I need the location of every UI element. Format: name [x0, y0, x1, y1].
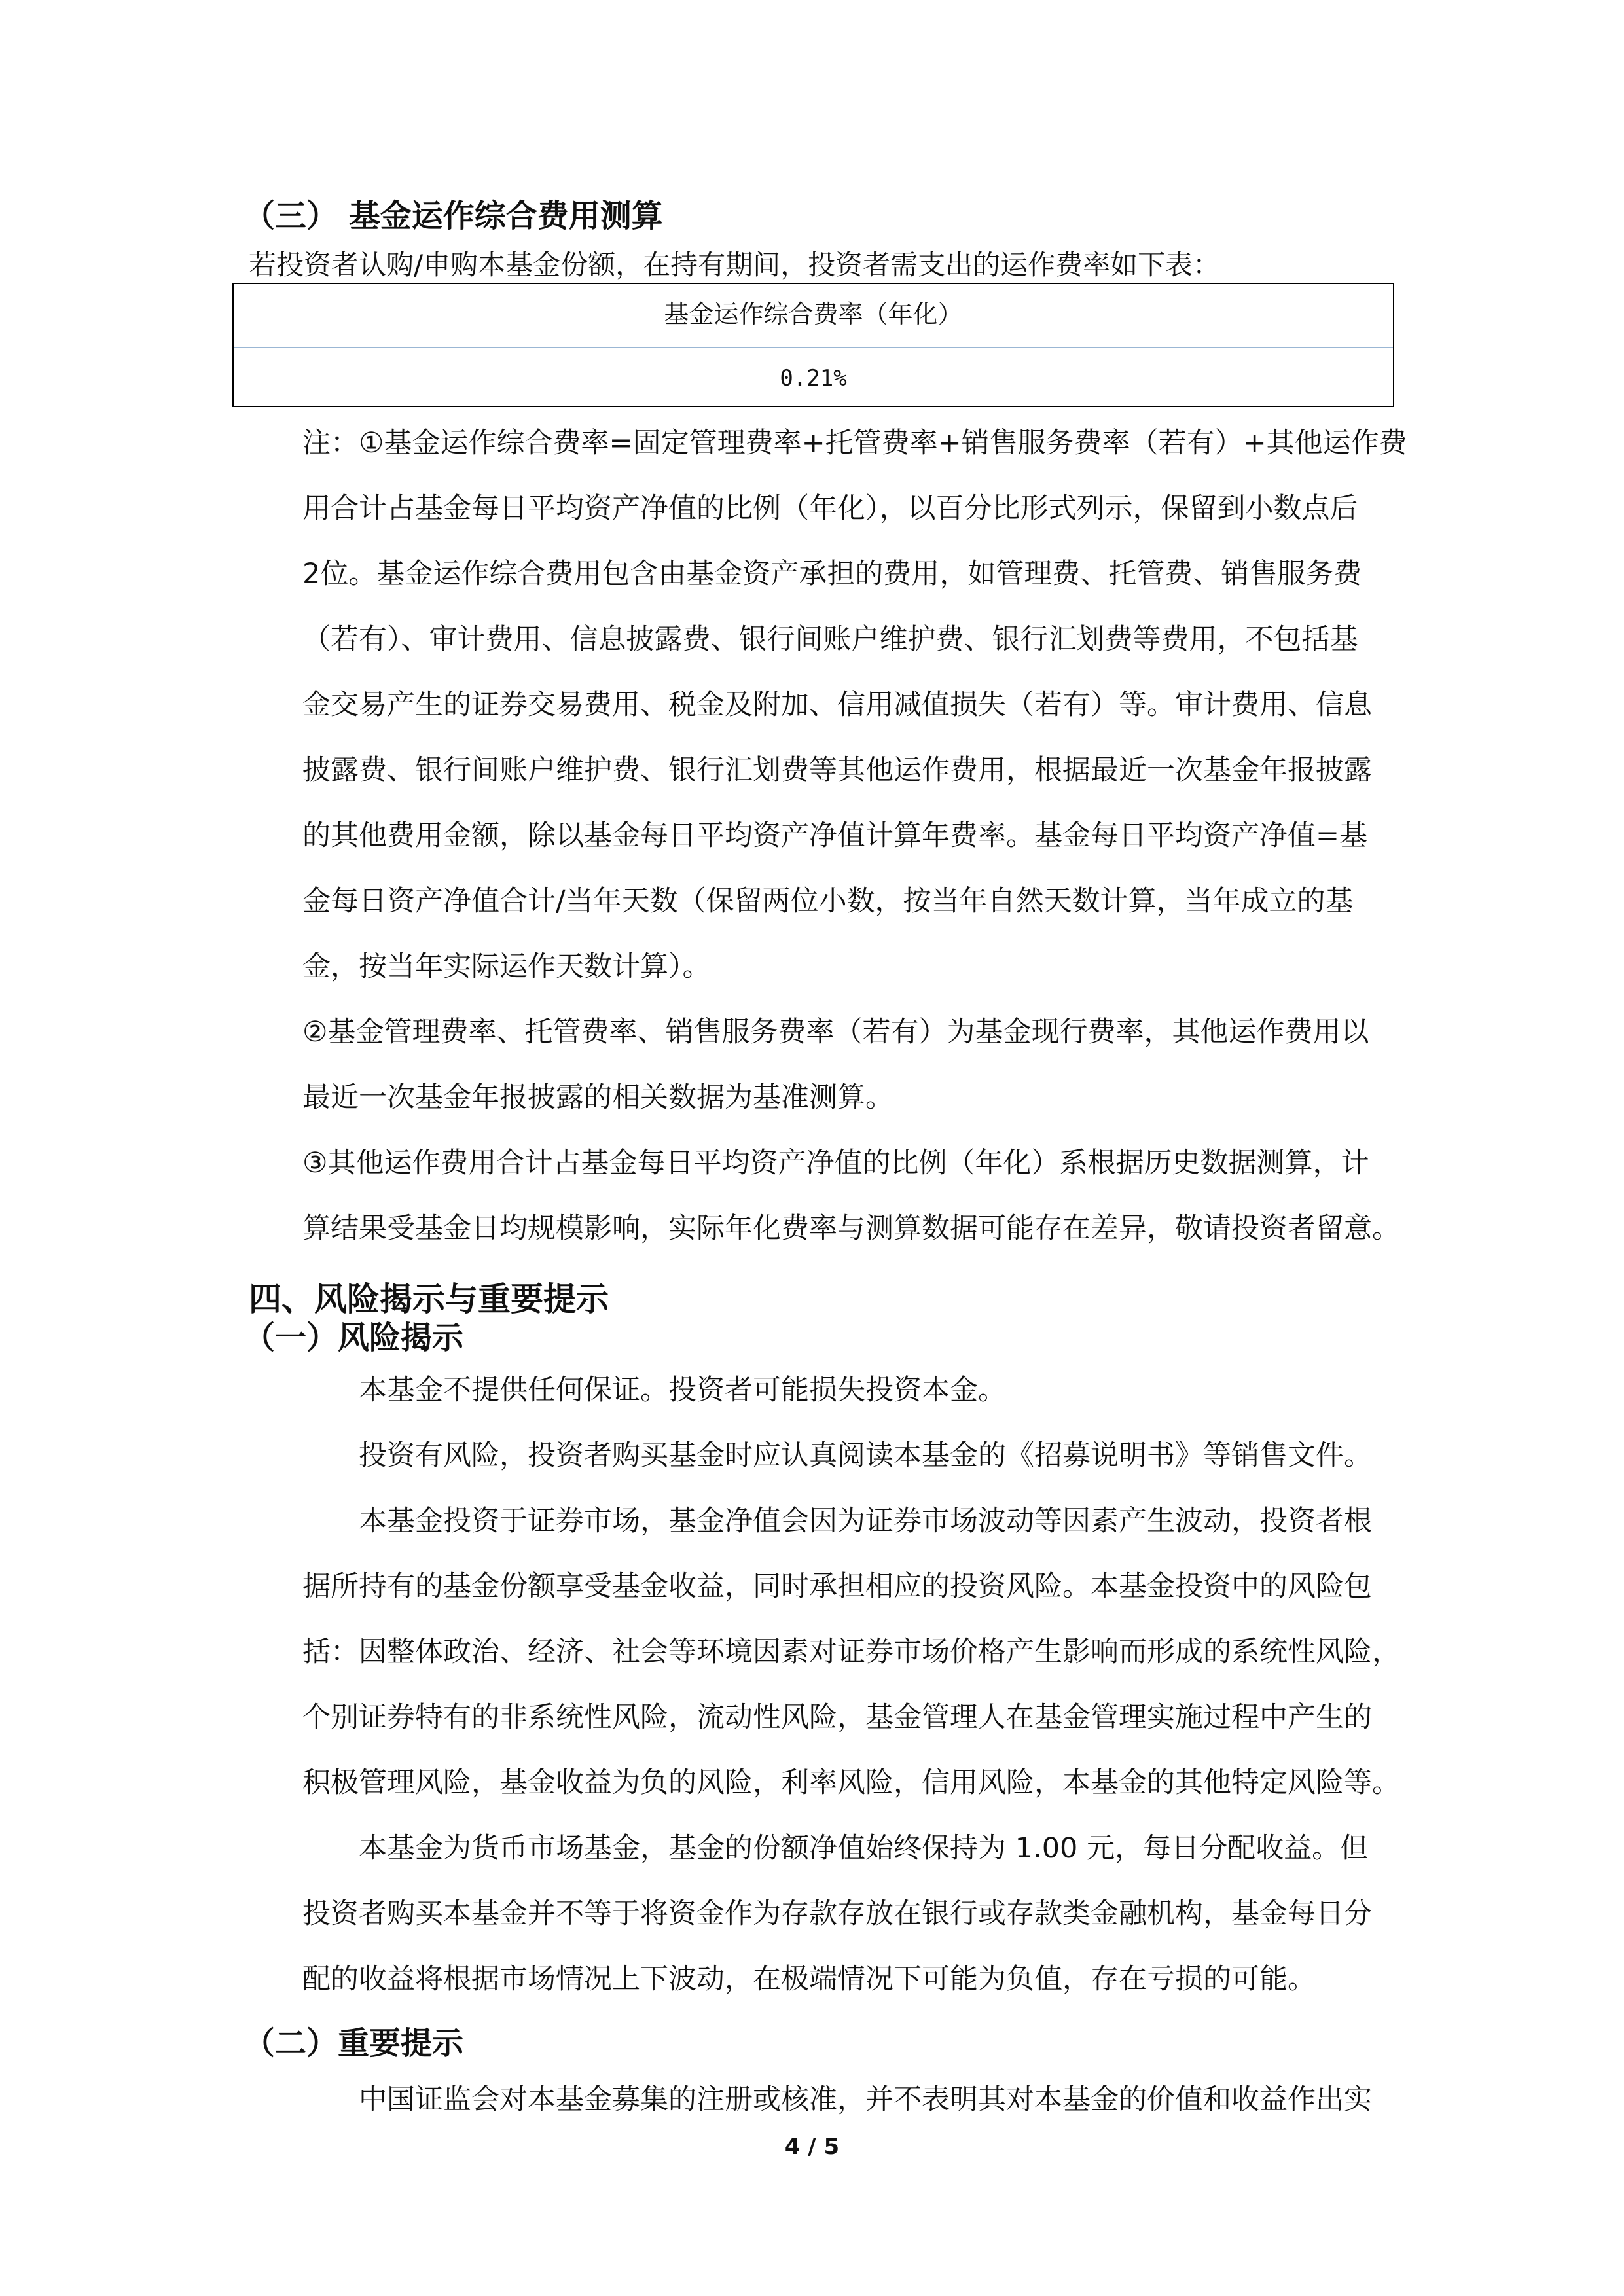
risk-paragraph-line: 本基金为货币市场基金，基金的份额净值始终保持为 1.00 元，每日分配收益。但 — [359, 1832, 1369, 1865]
note-line: ②基金管理费率、托管费率、销售服务费率（若有）为基金现行费率，其他运作费用以 — [302, 1016, 1369, 1049]
risk-paragraph-line: 个别证券特有的非系统性风险，流动性风险，基金管理人在基金管理实施过程中产生的 — [302, 1701, 1372, 1734]
note-line: 用合计占基金每日平均资产净值的比例（年化），以百分比形式列示，保留到小数点后 — [302, 492, 1358, 525]
note-line: ③其他运作费用合计占基金每日平均资产净值的比例（年化）系根据历史数据测算，计 — [302, 1147, 1369, 1179]
risk-paragraph-line: 投资者购买本基金并不等于将资金作为存款存放在银行或存款类金融机构，基金每日分 — [302, 1897, 1372, 1930]
risk-paragraph-line: 本基金投资于证券市场，基金净值会因为证券市场波动等因素产生波动，投资者根 — [359, 1505, 1372, 1537]
note-line: 披露费、银行间账户维护费、银行汇划费等其他运作费用，根据最近一次基金年报披露 — [302, 754, 1372, 787]
risk-paragraph-line: 本基金不提供任何保证。投资者可能损失投资本金。 — [359, 1374, 1006, 1407]
note-line: 注：①基金运作综合费率=固定管理费率+托管费率+销售服务费率（若有）+其他运作费 — [302, 427, 1407, 459]
note-line: 的其他费用金额，除以基金每日平均资产净值计算年费率。基金每日平均资产净值=基 — [302, 819, 1368, 852]
risk-paragraph-line: 据所持有的基金份额享受基金收益，同时承担相应的投资风险。本基金投资中的风险包 — [302, 1570, 1372, 1603]
section-3-title: （三） 基金运作综合费用测算 — [244, 198, 663, 234]
table-divider — [234, 347, 1393, 348]
note-line: 2位。基金运作综合费用包含由基金资产承担的费用，如管理费、托管费、销售服务费 — [302, 558, 1362, 590]
page-number: 4 / 5 — [784, 2134, 840, 2160]
fee-rate-value: 0.21% — [780, 365, 847, 391]
fee-rate-table — [232, 283, 1394, 407]
note-line: 金每日资产净值合计/当年天数（保留两位小数，按当年自然天数计算，当年成立的基 — [302, 885, 1354, 918]
important-notice-title: （二）重要提示 — [244, 2025, 464, 2062]
risk-paragraph-line: 积极管理风险，基金收益为负的风险，利率风险，信用风险，本基金的其他特定风险等。 — [302, 1767, 1400, 1799]
note-line: 金，按当年实际运作天数计算）。 — [302, 950, 711, 983]
section-4-title: 四、风险揭示与重要提示 — [249, 1280, 609, 1318]
section-3-intro: 若投资者认购/申购本基金份额，在持有期间，投资者需支出的运作费率如下表： — [249, 249, 1221, 281]
risk-paragraph-line: 括：因整体政治、经济、社会等环境因素对证券市场价格产生影响而形成的系统性风险， — [302, 1636, 1400, 1668]
note-line: （若有）、审计费用、信息披露费、银行间账户维护费、银行汇划费等费用，不包括基 — [302, 623, 1358, 656]
note-line: 最近一次基金年报披露的相关数据为基准测算。 — [302, 1081, 893, 1114]
risk-paragraph-line: 配的收益将根据市场情况上下波动，在极端情况下可能为负值，存在亏损的可能。 — [302, 1963, 1316, 1996]
important-paragraph-line: 中国证监会对本基金募集的注册或核准，并不表明其对本基金的价值和收益作出实 — [359, 2083, 1372, 2116]
note-line: 算结果受基金日均规模影响，实际年化费率与测算数据可能存在差异，敬请投资者留意。 — [302, 1212, 1400, 1245]
note-line: 金交易产生的证券交易费用、税金及附加、信用减值损失（若有）等。审计费用、信息 — [302, 689, 1372, 721]
risk-disclosure-title: （一）风险揭示 — [244, 1319, 464, 1356]
risk-paragraph-line: 投资有风险，投资者购买基金时应认真阅读本基金的《招募说明书》等销售文件。 — [359, 1439, 1372, 1472]
fee-rate-table-header: 基金运作综合费率（年化） — [664, 300, 963, 329]
